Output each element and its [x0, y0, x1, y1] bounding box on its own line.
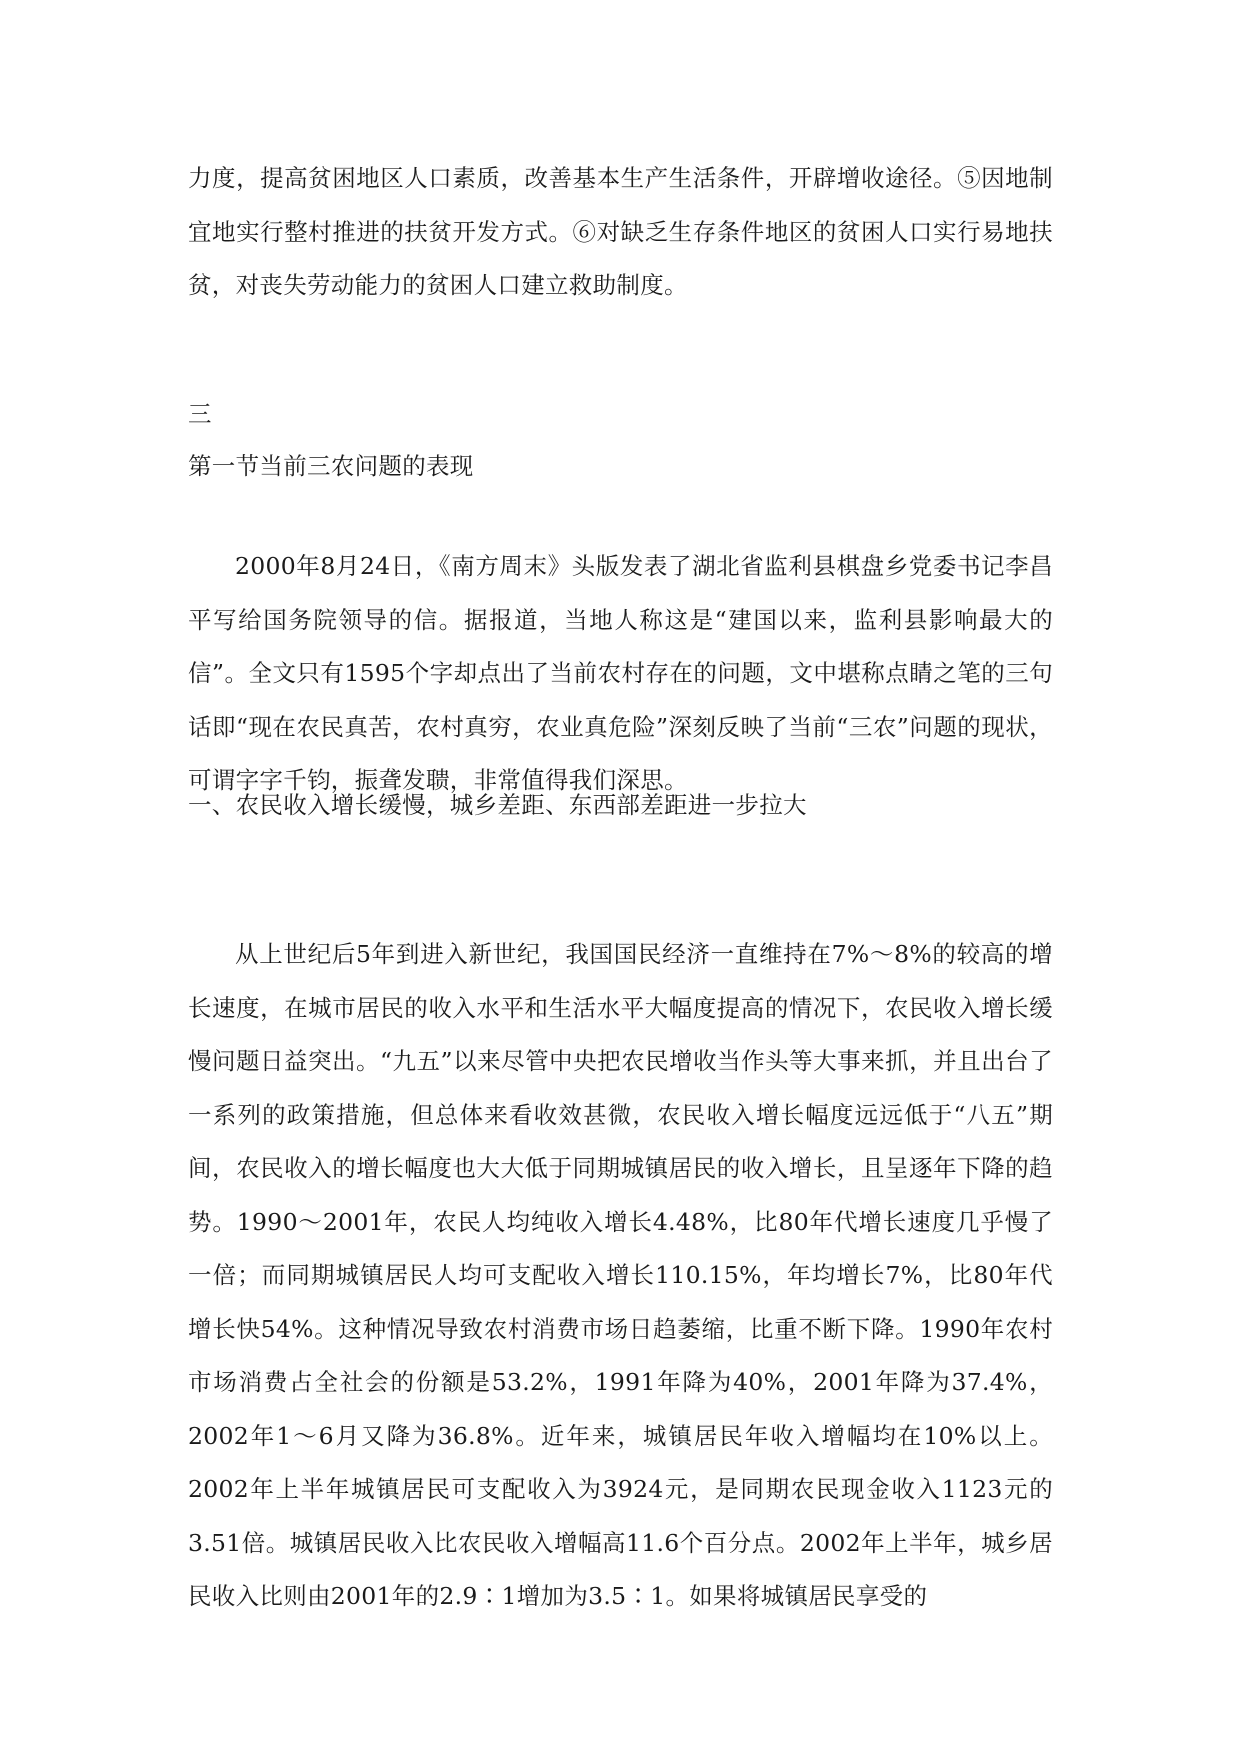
paragraph-letter: 2000年8月24日，《南方周末》头版发表了湖北省监利县棋盘乡党委书记李昌平写给国务院领导的信。据报道，当地人称这是“建国以来，监利县影响最大的信”。全文只有1595个字却点出了当前农村存在的问题，文中堪称点睛之笔的三句话即“现在农民真苦，农村真穷，农业真危险”深刻反映了当前“三农”问题的现状，可谓字字千钧，振聋发聩，非常值得我们深思。 — [188, 552, 1053, 794]
section-number: 三 — [188, 400, 212, 428]
subsection-heading: 一、农民收入增长缓慢，城乡差距、东西部差距进一步拉大 — [188, 791, 807, 819]
paragraph-income: 从上世纪后5年到进入新世纪，我国国民经济一直维持在7%～8%的较高的增长速度，在城市居民的收入水平和生活水平大幅度提高的情况下，农民收入增长缓慢问题日益突出。“九五”以来尽管中央把农民增收当作头等大事来抓，并且出台了一系列的政策措施，但总体来看收效甚微，农民收入增长幅度远远低于“八五”期间，农民收入的增长幅度也大大低于同期城镇居民的收入增长，且呈逐年下降的趋势。1990～2001年，农民人均纯收入增长4.48%，比80年代增长速度几乎慢了一倍；而同期城镇居民人均可支配收入增长110.15%，年均增长7%，比80年代增长快54%。这种情况导致农村消费市场日趋萎缩，比重不断下降。1990年农村市场消费占全社会的份额是53.2%，1991年降为40%，2001年降为37.4%，2002年1～6月又降为36.8%。近年来，城镇居民年收入增幅均在10%以上。2002年上半年城镇居民可支配收入为3924元，是同期农民现金收入1123元的3.51倍。城镇居民收入比农民收入增幅高11.6个百分点。2002年上半年，城乡居民收入比则由2001年的2.9∶1增加为3.5∶1。如果将城镇居民享受的 — [188, 940, 1053, 1610]
section-title: 第一节当前三农问题的表现 — [188, 452, 474, 480]
paragraph-continuation: 力度，提高贫困地区人口素质，改善基本生产生活条件，开辟增收途径。⑤因地制宜地实行整村推进的扶贫开发方式。⑥对缺乏生存条件地区的贫困人口实行易地扶贫，对丧失劳动能力的贫困人口建立救助制度。 — [188, 164, 1053, 299]
